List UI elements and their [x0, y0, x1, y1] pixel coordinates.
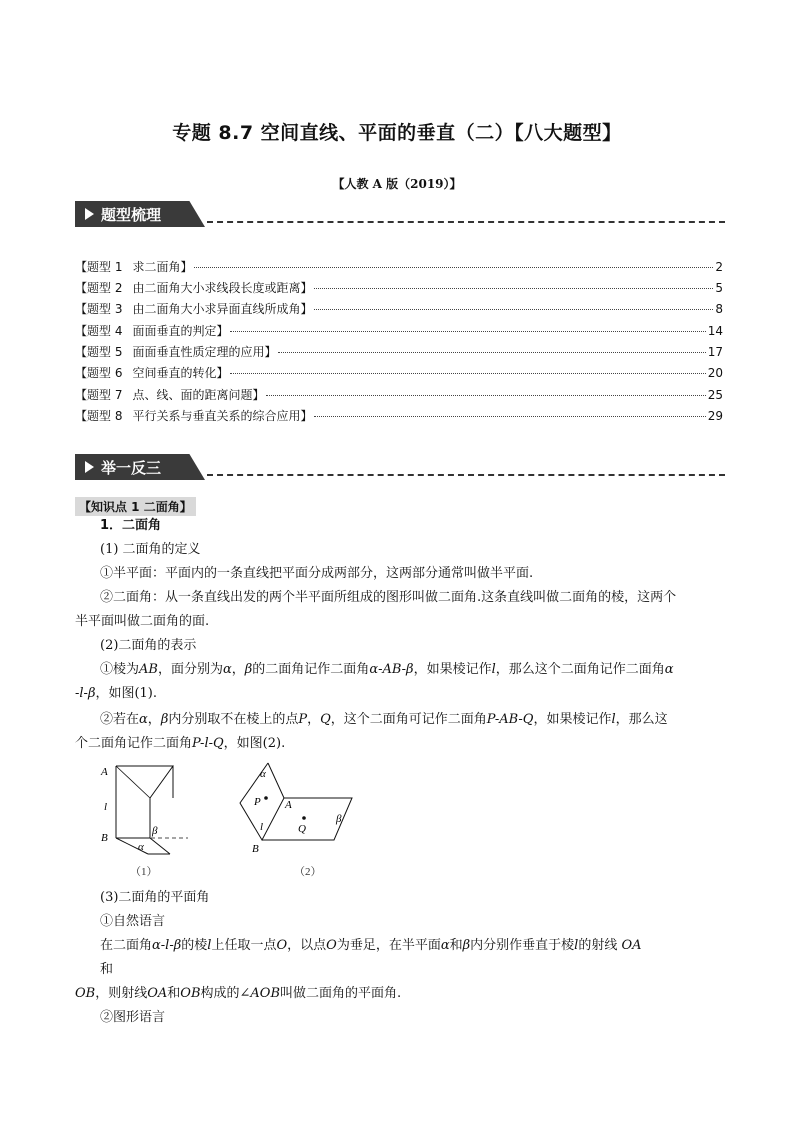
banner-label: 题型梳理	[101, 206, 162, 224]
play-icon	[85, 208, 94, 220]
toc-name: 空间垂直的转化】	[132, 366, 229, 380]
play-icon	[85, 461, 94, 473]
toc-label: 【题型 4	[75, 324, 123, 338]
toc-label: 【题型 2	[75, 281, 123, 295]
half-plane-text: ①半平面：平面内的一条直线把平面分成两部分，这两部分通常叫做半平面.	[100, 566, 534, 581]
fig2-point-Q	[302, 816, 306, 820]
section-heading: 1．二面角	[100, 518, 162, 533]
representation-title: (2)二面角的表示	[100, 638, 197, 653]
toc-leader	[314, 309, 713, 310]
fig1-plane-beta	[116, 766, 173, 838]
fig2-label-alpha: α	[260, 768, 266, 780]
representation-text-1: ①棱为AB，面分别为α，β的二面角记作二面角α-AB-β，如果棱记作l，那么这个二面角记作二面角α	[100, 662, 674, 677]
natural-language-text-2: 和	[100, 962, 114, 977]
section-banner-practice	[75, 454, 725, 482]
fig2-label-l: l	[260, 821, 264, 833]
toc-page: 17	[707, 345, 723, 359]
section-banner-toc	[75, 201, 725, 229]
toc-leader	[314, 288, 713, 289]
toc-item[interactable]	[75, 300, 723, 318]
toc-leader	[266, 395, 705, 396]
toc-label: 【题型 6	[75, 366, 123, 380]
toc-leader	[230, 331, 705, 332]
natural-language-title: ①自然语言	[100, 914, 166, 929]
definition-title: (1) 二面角的定义	[100, 542, 201, 557]
fig2-caption: （2）	[294, 866, 322, 878]
toc-page: 5	[715, 281, 723, 295]
banner-label: 举一反三	[101, 459, 162, 477]
fig1-label-alpha: α	[138, 841, 144, 853]
fig2-label-B: B	[252, 843, 259, 855]
toc-item[interactable]	[75, 322, 723, 340]
dihedral-text-line2: 半平面叫做二面角的面.	[75, 614, 210, 629]
toc-page: 29	[707, 409, 723, 423]
toc-name: 由二面角大小求线段长度或距离】	[132, 281, 313, 295]
natural-language-text-1: 在二面角α-l-β的棱l上任取一点O，以点O为垂足，在半平面α和β内分别作垂直于棱l的射线 OA	[100, 938, 642, 953]
toc-item[interactable]	[75, 407, 723, 425]
toc-page: 8	[715, 302, 723, 316]
graphic-language-title: ②图形语言	[100, 1010, 166, 1025]
page-title: 专题 8.7 空间直线、平面的垂直（二）【八大题型】	[172, 122, 622, 144]
toc-item[interactable]	[75, 279, 723, 297]
fig2-label-A: A	[285, 799, 292, 811]
toc-name: 平行关系与垂直关系的综合应用】	[132, 409, 313, 423]
fig1-label-A: A	[101, 766, 108, 778]
toc-leader	[230, 373, 705, 374]
figure-2-dihedral	[232, 758, 362, 880]
table-of-contents	[75, 258, 723, 428]
banner-divider	[207, 221, 725, 223]
toc-label: 【题型 1	[75, 260, 123, 274]
fig1-caption: （1）	[130, 866, 158, 878]
toc-page: 25	[707, 388, 723, 402]
toc-page: 14	[707, 324, 723, 338]
toc-label: 【题型 8	[75, 409, 123, 423]
natural-language-text-3: OB，则射线OA和OB构成的∠AOB叫做二面角的平面角.	[75, 986, 402, 1001]
dihedral-text-line1: ②二面角：从一条直线出发的两个半平面所组成的图形叫做二面角.这条直线叫做二面角的棱，这两个	[100, 590, 677, 605]
plane-angle-title: (3)二面角的平面角	[100, 890, 210, 905]
toc-name: 面面垂直的判定】	[132, 324, 229, 338]
toc-leader	[194, 267, 713, 268]
toc-item[interactable]	[75, 364, 723, 382]
toc-leader	[314, 416, 705, 417]
representation-text-1b: -l-β，如图(1).	[75, 686, 158, 701]
toc-name: 点、线、面的距离问题】	[132, 388, 265, 402]
banner-divider	[207, 474, 725, 476]
toc-item[interactable]	[75, 386, 723, 404]
page-subtitle: 【人教 A 版（2019）】	[332, 177, 462, 191]
fig1-label-B: B	[101, 832, 108, 844]
fig2-point-P	[264, 796, 268, 800]
toc-page: 20	[707, 366, 723, 380]
toc-label: 【题型 5	[75, 345, 123, 359]
toc-item[interactable]	[75, 258, 723, 276]
toc-item[interactable]	[75, 343, 723, 361]
toc-label: 【题型 7	[75, 388, 123, 402]
toc-label: 【题型 3	[75, 302, 123, 316]
fig2-label-beta: β	[336, 813, 342, 825]
fig1-label-beta: β	[152, 825, 158, 837]
fig1-label-l: l	[104, 801, 108, 813]
fig2-label-Q: Q	[298, 823, 306, 835]
toc-name: 面面垂直性质定理的应用】	[132, 345, 277, 359]
representation-text-2b: 个二面角记作二面角P-l-Q，如图(2).	[75, 736, 286, 751]
knowledge-point-tag: 【知识点 1 二面角】	[75, 497, 196, 516]
figure-1-dihedral	[98, 758, 198, 880]
fig2-label-P: P	[254, 796, 261, 808]
toc-leader	[278, 352, 705, 353]
toc-name: 由二面角大小求异面直线所成角】	[132, 302, 313, 316]
toc-page: 2	[715, 260, 723, 274]
representation-text-2: ②若在α，β内分别取不在棱上的点P，Q，这个二面角可记作二面角P-AB-Q，如果棱记作l，那么这	[100, 712, 668, 727]
toc-name: 求二面角】	[132, 260, 193, 274]
